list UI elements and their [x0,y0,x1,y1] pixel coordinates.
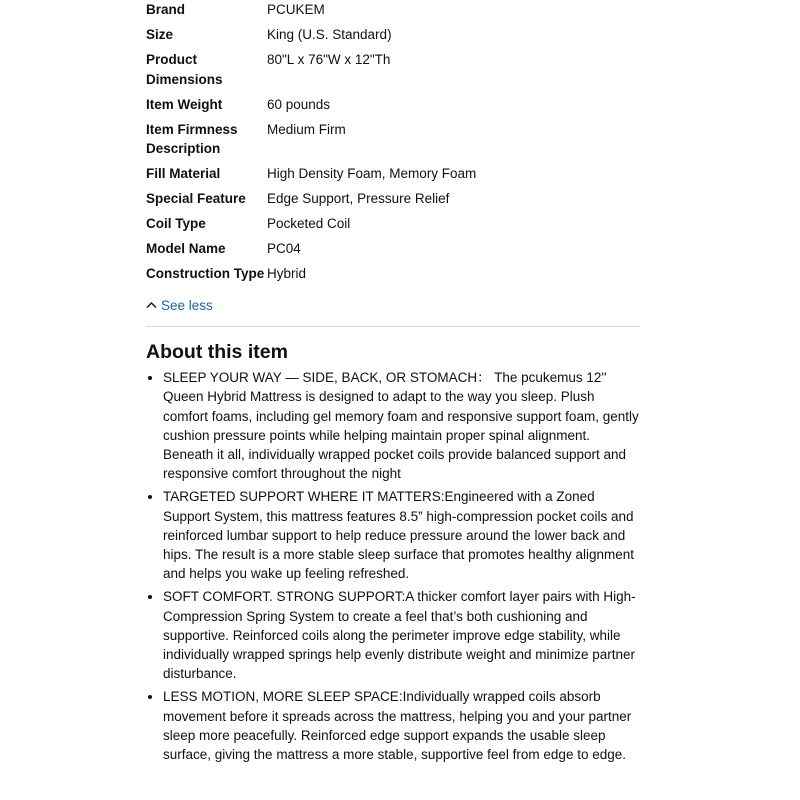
feature-bullet-text: LESS MOTION, MORE SLEEP SPACE:Individually wrapped coils absorb movement before it spreads across the mattress, helping you and your partner sleep more peacefully. Reinforced edge support expands the usable sleep surface, giving the mattress a more stable, supportive feel from edge to edge. [163,689,632,763]
spec-value: King (U.S. Standard) [267,27,392,42]
spec-row-size [146,25,640,50]
spec-row-fill-material [146,164,640,189]
feature-bullet-text: SLEEP YOUR WAY — SIDE, BACK, OR STOMACH： The pcukemus 12'' Queen Hybrid Mattress is designed to adapt to the way you sleep. Plush comfort foams, including gel memory foam and responsive support foam, gently cushion pressure points while helping maintain proper spinal alignment. Beneath it all, individually wrapped pocket coils provide balanced support and responsive comfort throughout the night [163,370,639,482]
see-less-link[interactable] [146,295,640,315]
spec-value: 60 pounds [267,96,331,112]
bullet-dot-icon [148,695,152,699]
spec-label: Special Feature [146,191,246,206]
spec-value: Edge Support, Pressure Relief [267,191,450,206]
spec-row-construction-type [146,264,640,289]
spec-label: Construction Type [146,266,265,281]
spec-value: Medium Firm [267,121,346,137]
chevron-up-icon [146,301,157,309]
bullet-dot-icon [148,495,152,499]
spec-label: Coil Type [146,216,206,231]
spec-label: Item Firmness Description [146,121,238,156]
spec-row-product-dimensions [146,50,640,95]
spec-label: Fill Material [146,166,221,181]
product-specs-table [146,0,640,289]
spec-value: PC04 [267,241,301,256]
spec-value: High Density Foam, Memory Foam [267,166,477,181]
section-divider [146,326,640,327]
feature-bullet-text: SOFT COMFORT. STRONG SUPPORT:A thicker comfort layer pairs with High-Compression Spring System to create a feel that’s both cushioning and supportive. Reinforced coils along the perimeter improve edge stability, while individually wrapped springs help evenly distribute weight and minimize partner disturbance. [163,589,636,682]
bullet-dot-icon [148,595,152,599]
spec-row-brand [146,0,640,25]
feature-bullet [146,487,640,583]
feature-bullet [146,368,640,484]
about-this-item-heading: About this item [146,341,288,363]
product-details [146,0,640,768]
spec-value: Pocketed Coil [267,216,351,231]
spec-value: 80"L x 76"W x 12"Th [267,52,391,67]
see-less-label[interactable]: See less [161,297,213,313]
spec-label: Product Dimensions [146,52,223,87]
spec-row-coil-type [146,214,640,239]
spec-label: Item Weight [146,96,223,112]
spec-row-special-feature [146,189,640,214]
spec-label: Size [146,27,174,42]
spec-value: Hybrid [267,266,307,281]
spec-row-item-weight [146,95,640,120]
spec-value: PCUKEM [267,2,325,17]
feature-bullet [146,687,640,764]
feature-bullet [146,587,640,683]
spec-label: Brand [146,2,186,17]
spec-row-model-name [146,239,640,264]
feature-bullet-text: TARGETED SUPPORT WHERE IT MATTERS:Engineered with a Zoned Support System, this mattress features 8.5” high-compression pocket coils and reinforced lumbar support to help reduce pressure around the lower back and hips. The result is a more stable sleep surface that promotes healthy alignment and helps you wake up feeling refreshed. [163,489,634,582]
bullet-dot-icon [148,376,152,380]
feature-bullet-list [146,368,640,764]
spec-label: Model Name [146,241,226,256]
spec-row-item-firmness [146,120,640,165]
